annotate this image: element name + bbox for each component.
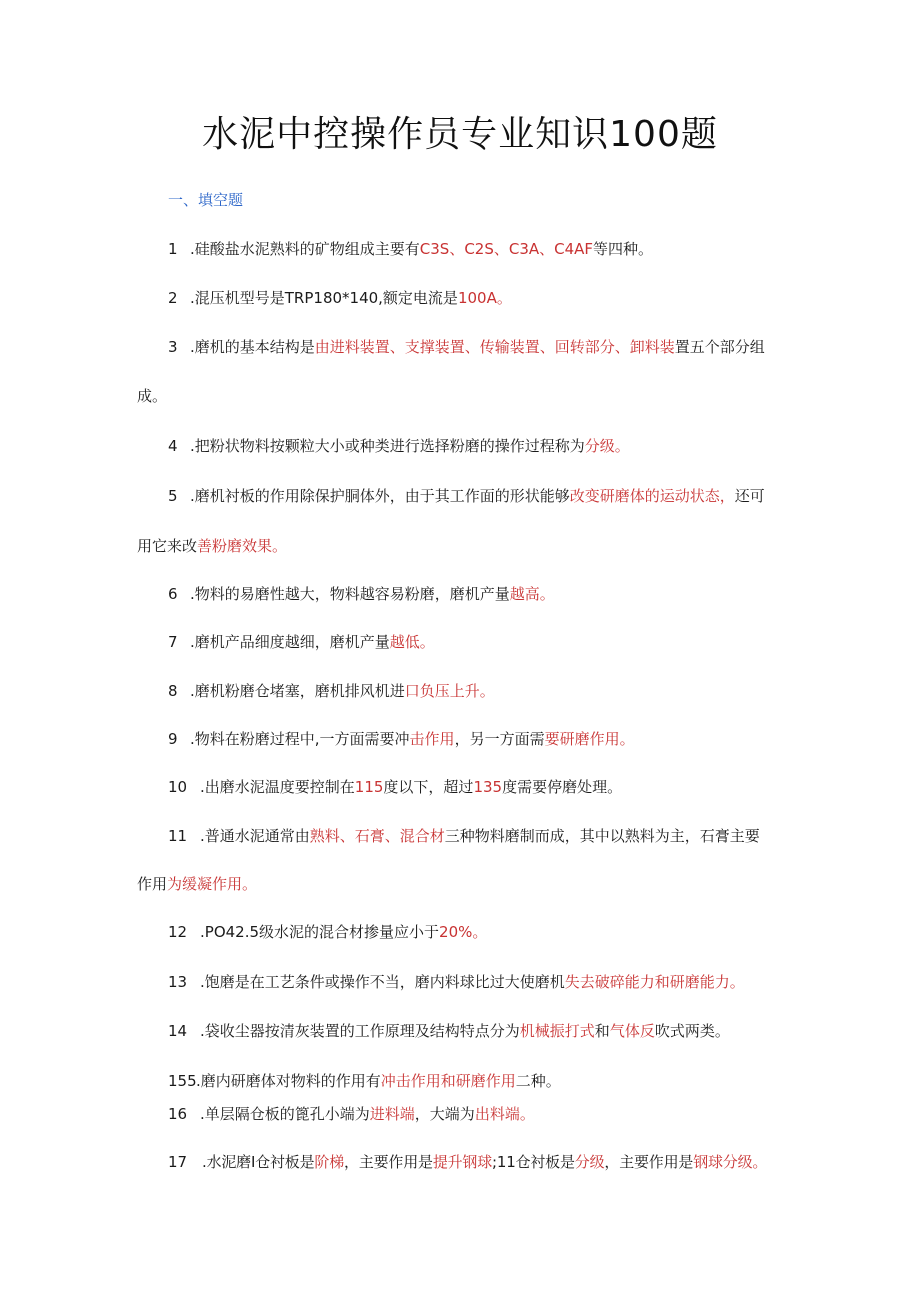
text-segment: 三种物料磨制而成，其中以熟料为主，石膏主要	[444, 827, 760, 845]
answer-text: 115	[354, 778, 384, 796]
text-segment: 还可	[734, 487, 765, 505]
question-text	[190, 681, 495, 701]
question-number: 11	[168, 827, 188, 845]
answer-text: 冲击作用和研磨作用	[380, 1072, 516, 1090]
text-segment: .混压机型号是TRP180*140,额定电流是	[190, 289, 458, 307]
answer-text: 失去破碎能力和研磨能力。	[564, 973, 745, 991]
question-number: 9	[168, 730, 178, 748]
question-text	[200, 826, 760, 846]
text-segment: .磨机的基本结构是	[190, 338, 315, 356]
page-title: 水泥中控操作员专业知识100题	[202, 114, 718, 155]
question-text	[190, 337, 765, 357]
question-number: 4	[168, 437, 178, 455]
text-segment: 置五个部分组	[674, 338, 765, 356]
text-segment: .磨机产品细度越细，磨机产量	[190, 633, 390, 651]
answer-text: 分级。	[584, 437, 630, 455]
question-text	[202, 1152, 767, 1172]
text-segment: .饱磨是在工艺条件或操作不当，磨内料球比过大使磨机	[200, 973, 565, 991]
answer-text: 机械振打式	[519, 1022, 595, 1040]
text-segment: .磨机衬板的作用除保护胴体外，由于其工作面的形状能够	[190, 487, 570, 505]
answer-text: 口负压上升。	[404, 682, 495, 700]
answer-text: 由进料装置、支撑装置、传输装置、回转部分、卸料装	[314, 338, 675, 356]
question-text	[137, 536, 287, 556]
question-number: 10	[168, 778, 188, 796]
text-segment: ，主要作用是	[344, 1153, 433, 1171]
question-number: 2	[168, 289, 178, 307]
text-segment: .磨内研磨体对物料的作用有	[196, 1072, 381, 1090]
text-segment: ，大端为	[414, 1105, 475, 1123]
question-number: 8	[168, 682, 178, 700]
text-segment: 吹式两类。	[654, 1022, 730, 1040]
answer-text: 熟料、石膏、混合材	[309, 827, 445, 845]
question-text	[190, 239, 653, 259]
question-number: 155	[168, 1072, 197, 1090]
text-segment: .出磨水泥温度要控制在	[200, 778, 355, 796]
text-segment: ，另一方面需	[454, 730, 545, 748]
text-segment: .袋收尘器按清灰装置的工作原理及结构特点分为	[200, 1022, 520, 1040]
answer-text: 为缓凝作用。	[167, 875, 258, 893]
answer-text: 阶梯	[314, 1153, 345, 1171]
question-number: 14	[168, 1022, 188, 1040]
question-text	[190, 632, 435, 652]
question-text	[137, 874, 257, 894]
question-number: 13	[168, 973, 188, 991]
text-segment: .物料的易磨性越大，物料越容易粉磨，磨机产量	[190, 585, 510, 603]
answer-text: 改变研磨体的运动状态，	[569, 487, 735, 505]
answer-text: 越低。	[389, 633, 435, 651]
text-segment: 二种。	[515, 1072, 561, 1090]
question-text	[200, 1021, 730, 1041]
text-segment: .物料在粉磨过程中,一方面需要冲	[190, 730, 410, 748]
text-segment: ，主要作用是	[604, 1153, 694, 1171]
question-number: 3	[168, 338, 178, 356]
text-segment: .硅酸盐水泥熟料的矿物组成主要有	[190, 240, 420, 258]
text-segment: ;11仓衬板是	[492, 1153, 575, 1171]
question-text	[190, 486, 765, 506]
text-segment: 和	[594, 1022, 610, 1040]
answer-text: 135	[473, 778, 503, 796]
answer-text: 出料端。	[474, 1105, 535, 1123]
text-segment: .把粉状物料按颗粒大小或种类进行选择粉磨的操作过程称为	[190, 437, 585, 455]
section-heading: 一、填空题	[168, 191, 244, 209]
answer-text: 进料端	[369, 1105, 415, 1123]
question-text	[190, 436, 630, 456]
answer-text: 要研磨作用。	[544, 730, 635, 748]
question-number: 1	[168, 240, 178, 258]
question-text	[200, 972, 745, 992]
question-number: 6	[168, 585, 178, 603]
text-segment: 作用	[137, 875, 168, 893]
text-segment: .磨机粉磨仓堵塞，磨机排风机进	[190, 682, 405, 700]
text-segment: .单层隔仓板的篦孔小端为	[200, 1105, 370, 1123]
question-text	[200, 777, 622, 797]
answer-text: 气体反	[609, 1022, 655, 1040]
text-segment: 度以下，超过	[383, 778, 474, 796]
question-text	[200, 922, 487, 942]
text-segment: .水泥磨I仓衬板是	[202, 1153, 315, 1171]
text-segment: .PO42.5级水泥的混合材掺量应小于	[200, 923, 440, 941]
question-number: 5	[168, 487, 178, 505]
text-segment: 用它来改	[137, 537, 198, 555]
answer-text: 越高。	[509, 585, 555, 603]
question-text	[190, 288, 512, 308]
text-segment: 等四种。	[593, 240, 654, 258]
answer-text: 100A。	[457, 289, 512, 307]
answer-text: 20%。	[439, 923, 488, 941]
question-text	[200, 1104, 535, 1124]
answer-text: 提升钢球	[432, 1153, 493, 1171]
question-number: 17	[168, 1153, 188, 1171]
question-text	[190, 729, 635, 749]
answer-text: C3S、C2S、C3A、C4AF	[419, 240, 594, 258]
question-number: 7	[168, 633, 178, 651]
question-number: 16	[168, 1105, 188, 1123]
answer-text: 善粉磨效果。	[197, 537, 288, 555]
text-segment: 度需要停磨处理。	[502, 778, 623, 796]
answer-text: 钢球分级。	[693, 1153, 768, 1171]
text-segment: .普通水泥通常由	[200, 827, 310, 845]
question-text	[196, 1071, 561, 1091]
question-text	[190, 584, 555, 604]
answer-text: 击作用	[409, 730, 455, 748]
text-segment: 成。	[137, 387, 168, 405]
answer-text: 分级	[574, 1153, 605, 1171]
question-number: 12	[168, 923, 188, 941]
